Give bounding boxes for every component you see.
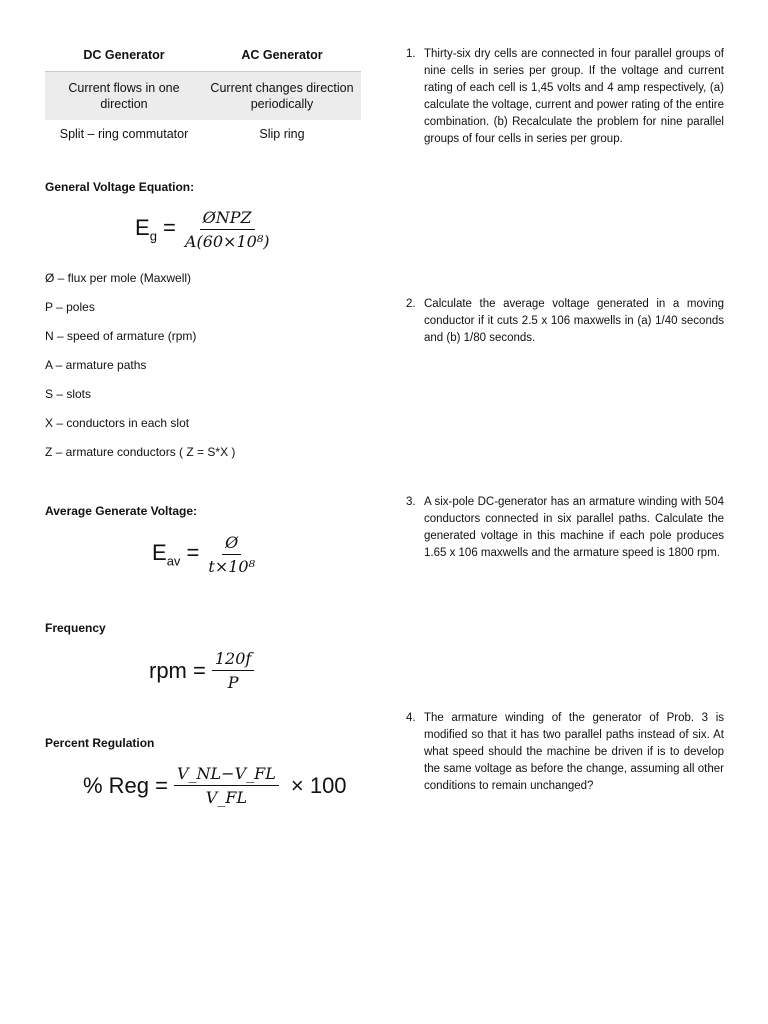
problem-text: Calculate the average voltage generated in a moving conductor if it cuts 2.5 x 106 maxwells in (a) 1/40 seconds and (b) 1/80 seconds. bbox=[424, 298, 724, 344]
problem-text: Thirty-six dry cells are connected in four parallel groups of nine cells in series per group. If the voltage and current rating of each cell is 1,45 volts and 4 amp respectively, (a) calculate the voltage, current and power rating of the entire combination. (b) Recalculate the problem for nine parallel groups of four cells in series per group. bbox=[424, 48, 724, 145]
table-header-row bbox=[45, 44, 361, 71]
average-voltage-equation bbox=[152, 533, 258, 576]
frequency-title: Frequency bbox=[45, 621, 106, 635]
definition-item: Ø – flux per mole (Maxwell) bbox=[45, 271, 192, 285]
problem-item bbox=[406, 710, 724, 795]
table-row bbox=[45, 71, 361, 120]
comparison-table bbox=[45, 44, 361, 148]
table-cell: Slip ring bbox=[259, 127, 305, 141]
table-cell: Current changes direction periodically bbox=[210, 81, 354, 111]
definition-item: Z – armature conductors ( Z = S*X ) bbox=[45, 445, 236, 459]
table-cell: Split – ring commutator bbox=[59, 127, 189, 141]
equation-lhs: rpm = bbox=[149, 657, 206, 683]
problem-number: 3. bbox=[406, 496, 416, 508]
fraction-numerator: Ø bbox=[222, 533, 241, 555]
problem-item bbox=[406, 46, 724, 148]
general-voltage-equation bbox=[135, 208, 272, 251]
fraction-numerator: ØNPZ bbox=[200, 208, 255, 230]
fraction-denominator: t×10⁸ bbox=[208, 557, 255, 576]
frequency-equation bbox=[149, 649, 254, 692]
problem-item bbox=[406, 296, 724, 347]
fraction-denominator: V_FL bbox=[205, 788, 248, 807]
definition-item: S – slots bbox=[45, 387, 92, 401]
problem-number: 2. bbox=[406, 298, 416, 310]
table-row bbox=[45, 120, 361, 148]
average-voltage-title: Average Generate Voltage: bbox=[45, 504, 198, 518]
equation-lhs: $E_g$ = bbox=[135, 215, 176, 244]
table-header-ac: AC Generator bbox=[241, 48, 323, 62]
definition-item: X – conductors in each slot bbox=[45, 416, 190, 430]
regulation-multiplier: × 100 bbox=[290, 772, 347, 798]
table-cell: Current flows in one direction bbox=[68, 81, 180, 111]
definition-item: P – poles bbox=[45, 300, 95, 314]
regulation-title: Percent Regulation bbox=[45, 736, 155, 750]
problem-number: 1. bbox=[406, 48, 416, 60]
fraction bbox=[174, 764, 279, 807]
definition-item: N – speed of armature (rpm) bbox=[45, 329, 197, 343]
fraction-denominator: P bbox=[227, 673, 239, 692]
regulation-equation bbox=[83, 764, 347, 807]
problem-text: The armature winding of the generator of Prob. 3 is modified so that it has two parallel paths instead of six. At what speed should the machine be driven if is to develop the same voltage as before the change, assuming all other conditions to remain unchanged? bbox=[424, 712, 724, 792]
equation-lhs: % Reg = bbox=[83, 772, 168, 798]
general-voltage-title: General Voltage Equation: bbox=[45, 180, 195, 194]
problem-item bbox=[406, 494, 724, 562]
fraction bbox=[212, 649, 254, 692]
fraction-numerator: V_NL−V_FL bbox=[174, 764, 279, 786]
problem-number: 4. bbox=[406, 712, 416, 724]
table-header-dc: DC Generator bbox=[83, 48, 165, 62]
equation-lhs: $E_{av}$ = bbox=[152, 540, 200, 569]
fraction bbox=[182, 208, 273, 251]
fraction-numerator: 120f bbox=[212, 649, 254, 671]
problem-text: A six-pole DC-generator has an armature winding with 504 conductors connected in six parallel paths. Calculate the generated voltage in this machine if each pole produces 1.65 x 106 maxwells and the armature speed is 1800 rpm. bbox=[424, 496, 724, 559]
fraction-denominator: A(60×10⁸) bbox=[184, 232, 270, 251]
definition-item: A – armature paths bbox=[45, 358, 147, 372]
fraction bbox=[205, 533, 258, 576]
